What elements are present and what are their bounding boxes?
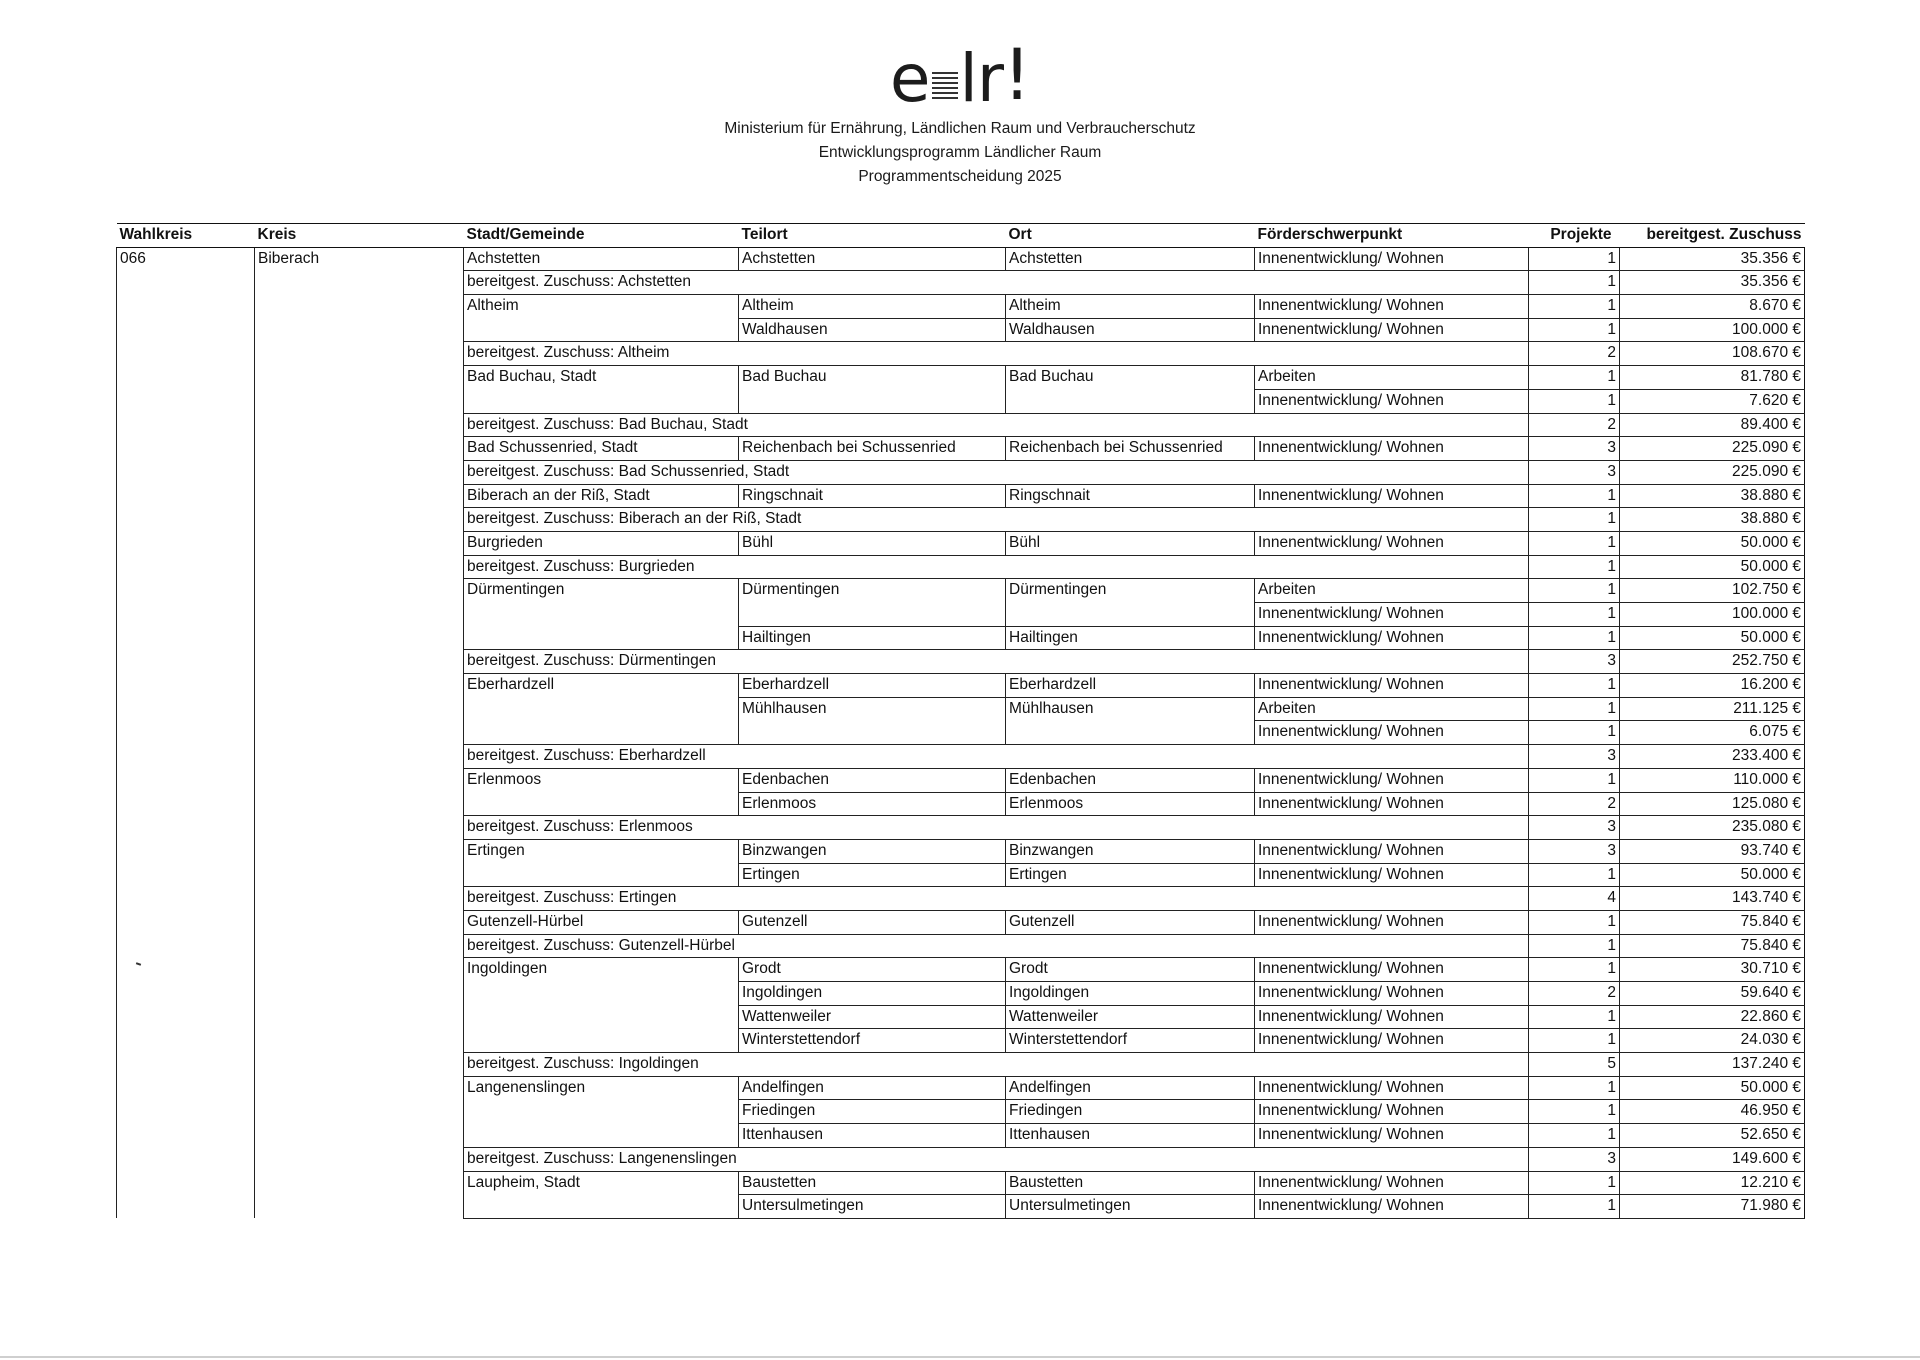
projekte-cell: 1 bbox=[1529, 389, 1620, 413]
projekte-cell: 1 bbox=[1529, 958, 1620, 982]
subtotal-projekte: 2 bbox=[1529, 413, 1620, 437]
zuschuss-cell: 100.000 € bbox=[1620, 603, 1805, 627]
subtotal-projekte: 3 bbox=[1529, 460, 1620, 484]
foerderschwerpunkt-cell: Innenentwicklung/ Wohnen bbox=[1255, 295, 1529, 319]
ort-cell: Untersulmetingen bbox=[1006, 1195, 1255, 1219]
teilort-cell: Altheim bbox=[739, 295, 1006, 319]
zuschuss-cell: 50.000 € bbox=[1620, 1076, 1805, 1100]
projekte-cell: 1 bbox=[1529, 1076, 1620, 1100]
foerderschwerpunkt-cell: Innenentwicklung/ Wohnen bbox=[1255, 389, 1529, 413]
teilort-cell: Baustetten bbox=[739, 1171, 1006, 1195]
teilort-cell: Bad Buchau bbox=[739, 366, 1006, 413]
gemeinde-cell: Erlenmoos bbox=[464, 768, 739, 815]
teilort-cell: Reichenbach bei Schussenried bbox=[739, 437, 1006, 461]
ort-cell: Ertingen bbox=[1006, 863, 1255, 887]
subtotal-label: bereitgest. Zuschuss: Langenenslingen bbox=[464, 1147, 1529, 1171]
ort-cell: Ingoldingen bbox=[1006, 982, 1255, 1006]
gemeinde-cell: Ertingen bbox=[464, 839, 739, 886]
foerderschwerpunkt-cell: Innenentwicklung/ Wohnen bbox=[1255, 839, 1529, 863]
zuschuss-cell: 125.080 € bbox=[1620, 792, 1805, 816]
projekte-cell: 1 bbox=[1529, 1005, 1620, 1029]
ort-cell: Achstetten bbox=[1006, 247, 1255, 271]
subtotal-projekte: 1 bbox=[1529, 271, 1620, 295]
column-header-ort: Ort bbox=[1006, 224, 1255, 248]
gemeinde-cell: Achstetten bbox=[464, 247, 739, 271]
foerderschwerpunkt-cell: Innenentwicklung/ Wohnen bbox=[1255, 768, 1529, 792]
projekte-cell: 1 bbox=[1529, 1124, 1620, 1148]
subtotal-zuschuss: 137.240 € bbox=[1620, 1053, 1805, 1077]
foerderschwerpunkt-cell: Innenentwicklung/ Wohnen bbox=[1255, 863, 1529, 887]
teilort-cell: Untersulmetingen bbox=[739, 1195, 1006, 1219]
program-name: Entwicklungsprogramm Ländlicher Raum bbox=[818, 144, 1102, 161]
foerderschwerpunkt-cell: Innenentwicklung/ Wohnen bbox=[1255, 1076, 1529, 1100]
gemeinde-cell: Burgrieden bbox=[464, 531, 739, 555]
subtotal-zuschuss: 38.880 € bbox=[1620, 508, 1805, 532]
zuschuss-cell: 110.000 € bbox=[1620, 768, 1805, 792]
gemeinde-cell: Bad Buchau, Stadt bbox=[464, 366, 739, 413]
projekte-cell: 1 bbox=[1529, 674, 1620, 698]
subtotal-zuschuss: 233.400 € bbox=[1620, 745, 1805, 769]
foerderschwerpunkt-cell: Innenentwicklung/ Wohnen bbox=[1255, 603, 1529, 627]
subtotal-zuschuss: 149.600 € bbox=[1620, 1147, 1805, 1171]
teilort-cell: Ertingen bbox=[739, 863, 1006, 887]
teilort-cell: Mühlhausen bbox=[739, 697, 1006, 744]
zuschuss-cell: 8.670 € bbox=[1620, 295, 1805, 319]
zuschuss-cell: 81.780 € bbox=[1620, 366, 1805, 390]
subtotal-zuschuss: 108.670 € bbox=[1620, 342, 1805, 366]
gemeinde-cell: Gutenzell-Hürbel bbox=[464, 910, 739, 934]
zuschuss-cell: 7.620 € bbox=[1620, 389, 1805, 413]
teilort-cell: Binzwangen bbox=[739, 839, 1006, 863]
teilort-cell: Achstetten bbox=[739, 247, 1006, 271]
subtotal-projekte: 3 bbox=[1529, 1147, 1620, 1171]
projekte-cell: 3 bbox=[1529, 839, 1620, 863]
projekte-cell: 1 bbox=[1529, 531, 1620, 555]
projekte-cell: 1 bbox=[1529, 768, 1620, 792]
logo-letters-lr: lr bbox=[959, 40, 1004, 117]
ort-cell: Eberhardzell bbox=[1006, 674, 1255, 698]
foerderschwerpunkt-cell: Innenentwicklung/ Wohnen bbox=[1255, 626, 1529, 650]
teilort-cell: Wattenweiler bbox=[739, 1005, 1006, 1029]
foerderschwerpunkt-cell: Innenentwicklung/ Wohnen bbox=[1255, 1124, 1529, 1148]
projekte-cell: 1 bbox=[1529, 626, 1620, 650]
zuschuss-cell: 35.356 € bbox=[1620, 247, 1805, 271]
foerderschwerpunkt-cell: Innenentwicklung/ Wohnen bbox=[1255, 910, 1529, 934]
zuschuss-cell: 52.650 € bbox=[1620, 1124, 1805, 1148]
ort-cell: Altheim bbox=[1006, 295, 1255, 319]
ministry-logo bbox=[0, 34, 1920, 118]
subtotal-zuschuss: 225.090 € bbox=[1620, 460, 1805, 484]
projekte-cell: 2 bbox=[1529, 982, 1620, 1006]
zuschuss-cell: 93.740 € bbox=[1620, 839, 1805, 863]
kreis-cell: Biberach bbox=[255, 247, 464, 1218]
subtotal-zuschuss: 235.080 € bbox=[1620, 816, 1805, 840]
subtotal-zuschuss: 252.750 € bbox=[1620, 650, 1805, 674]
ort-cell: Ringschnait bbox=[1006, 484, 1255, 508]
subtotal-projekte: 5 bbox=[1529, 1053, 1620, 1077]
teilort-cell: Waldhausen bbox=[739, 318, 1006, 342]
ort-cell: Baustetten bbox=[1006, 1171, 1255, 1195]
wahlkreis-cell: 066 bbox=[117, 247, 255, 1218]
teilort-cell: Ingoldingen bbox=[739, 982, 1006, 1006]
subtotal-label: bereitgest. Zuschuss: Gutenzell-Hürbel bbox=[464, 934, 1529, 958]
subtotal-label: bereitgest. Zuschuss: Biberach an der Riß, Stadt bbox=[464, 508, 1529, 532]
table-row bbox=[117, 247, 1805, 271]
subtotal-label: bereitgest. Zuschuss: Bad Schussenried, Stadt bbox=[464, 460, 1529, 484]
subtotal-projekte: 4 bbox=[1529, 887, 1620, 911]
zuschuss-cell: 75.840 € bbox=[1620, 910, 1805, 934]
foerderschwerpunkt-cell: Innenentwicklung/ Wohnen bbox=[1255, 721, 1529, 745]
teilort-cell: Andelfingen bbox=[739, 1076, 1006, 1100]
subtotal-zuschuss: 89.400 € bbox=[1620, 413, 1805, 437]
zuschuss-cell: 22.860 € bbox=[1620, 1005, 1805, 1029]
teilort-cell: Friedingen bbox=[739, 1100, 1006, 1124]
subtotal-projekte: 3 bbox=[1529, 745, 1620, 769]
column-header-projekte: Projekte bbox=[1529, 224, 1620, 248]
teilort-cell: Erlenmoos bbox=[739, 792, 1006, 816]
zuschuss-cell: 100.000 € bbox=[1620, 318, 1805, 342]
ort-cell: Dürmentingen bbox=[1006, 579, 1255, 626]
projekte-cell: 1 bbox=[1529, 863, 1620, 887]
ort-cell: Andelfingen bbox=[1006, 1076, 1255, 1100]
zuschuss-cell: 12.210 € bbox=[1620, 1171, 1805, 1195]
subtotal-projekte: 1 bbox=[1529, 555, 1620, 579]
subtotal-label: bereitgest. Zuschuss: Bad Buchau, Stadt bbox=[464, 413, 1529, 437]
table-body bbox=[117, 247, 1805, 1218]
foerderschwerpunkt-cell: Innenentwicklung/ Wohnen bbox=[1255, 437, 1529, 461]
projekte-cell: 2 bbox=[1529, 792, 1620, 816]
ort-cell: Erlenmoos bbox=[1006, 792, 1255, 816]
ort-cell: Reichenbach bei Schussenried bbox=[1006, 437, 1255, 461]
projekte-cell: 1 bbox=[1529, 603, 1620, 627]
projekte-cell: 3 bbox=[1529, 437, 1620, 461]
foerderschwerpunkt-cell: Innenentwicklung/ Wohnen bbox=[1255, 674, 1529, 698]
foerderschwerpunkt-cell: Innenentwicklung/ Wohnen bbox=[1255, 1029, 1529, 1053]
subtotal-zuschuss: 143.740 € bbox=[1620, 887, 1805, 911]
projekte-cell: 1 bbox=[1529, 1195, 1620, 1219]
logo-letter-e: e bbox=[889, 40, 930, 117]
subtotal-label: bereitgest. Zuschuss: Achstetten bbox=[464, 271, 1529, 295]
zuschuss-cell: 71.980 € bbox=[1620, 1195, 1805, 1219]
teilort-cell: Winterstettendorf bbox=[739, 1029, 1006, 1053]
foerderschwerpunkt-cell: Innenentwicklung/ Wohnen bbox=[1255, 792, 1529, 816]
zuschuss-cell: 225.090 € bbox=[1620, 437, 1805, 461]
ministry-name: Ministerium für Ernährung, Ländlichen Raum und Verbraucherschutz bbox=[724, 120, 1196, 137]
stripes-logo-icon bbox=[932, 72, 958, 102]
teilort-cell: Dürmentingen bbox=[739, 579, 1006, 626]
foerderschwerpunkt-cell: Innenentwicklung/ Wohnen bbox=[1255, 318, 1529, 342]
projekte-cell: 1 bbox=[1529, 579, 1620, 603]
column-header-teilort: Teilort bbox=[739, 224, 1006, 248]
projekte-cell: 1 bbox=[1529, 1029, 1620, 1053]
foerderschwerpunkt-cell: Innenentwicklung/ Wohnen bbox=[1255, 1171, 1529, 1195]
zuschuss-cell: 46.950 € bbox=[1620, 1100, 1805, 1124]
foerderschwerpunkt-cell: Innenentwicklung/ Wohnen bbox=[1255, 247, 1529, 271]
ort-cell: Hailtingen bbox=[1006, 626, 1255, 650]
subtotal-label: bereitgest. Zuschuss: Ingoldingen bbox=[464, 1053, 1529, 1077]
subtotal-projekte: 3 bbox=[1529, 650, 1620, 674]
zuschuss-cell: 59.640 € bbox=[1620, 982, 1805, 1006]
subtotal-zuschuss: 75.840 € bbox=[1620, 934, 1805, 958]
projekte-cell: 1 bbox=[1529, 910, 1620, 934]
teilort-cell: Edenbachen bbox=[739, 768, 1006, 792]
projekte-cell: 1 bbox=[1529, 721, 1620, 745]
gemeinde-cell: Bad Schussenried, Stadt bbox=[464, 437, 739, 461]
zuschuss-cell: 30.710 € bbox=[1620, 958, 1805, 982]
ort-cell: Winterstettendorf bbox=[1006, 1029, 1255, 1053]
projekte-cell: 1 bbox=[1529, 295, 1620, 319]
gemeinde-cell: Altheim bbox=[464, 295, 739, 342]
zuschuss-cell: 102.750 € bbox=[1620, 579, 1805, 603]
zuschuss-cell: 50.000 € bbox=[1620, 863, 1805, 887]
subtotal-label: bereitgest. Zuschuss: Burgrieden bbox=[464, 555, 1529, 579]
projekte-cell: 1 bbox=[1529, 247, 1620, 271]
page-bottom-edge bbox=[0, 1356, 1920, 1358]
foerderschwerpunkt-cell: Innenentwicklung/ Wohnen bbox=[1255, 1005, 1529, 1029]
zuschuss-cell: 24.030 € bbox=[1620, 1029, 1805, 1053]
subtotal-label: bereitgest. Zuschuss: Altheim bbox=[464, 342, 1529, 366]
projekte-cell: 1 bbox=[1529, 484, 1620, 508]
ort-cell: Mühlhausen bbox=[1006, 697, 1255, 744]
gemeinde-cell: Langenenslingen bbox=[464, 1076, 739, 1147]
teilort-cell: Ringschnait bbox=[739, 484, 1006, 508]
projekte-cell: 1 bbox=[1529, 318, 1620, 342]
document-header bbox=[0, 117, 1920, 189]
column-header-foerderschwerpunkt: Förderschwerpunkt bbox=[1255, 224, 1529, 248]
zuschuss-cell: 16.200 € bbox=[1620, 674, 1805, 698]
ort-cell: Bad Buchau bbox=[1006, 366, 1255, 413]
foerderschwerpunkt-cell: Arbeiten bbox=[1255, 579, 1529, 603]
column-header-zuschuss: bereitgest. Zuschuss bbox=[1620, 224, 1805, 248]
zuschuss-cell: 211.125 € bbox=[1620, 697, 1805, 721]
column-header-kreis: Kreis bbox=[255, 224, 464, 248]
table-header-row bbox=[117, 224, 1805, 248]
subtotal-projekte: 1 bbox=[1529, 934, 1620, 958]
funding-table bbox=[116, 223, 1805, 1219]
subtotal-label: bereitgest. Zuschuss: Ertingen bbox=[464, 887, 1529, 911]
zuschuss-cell: 50.000 € bbox=[1620, 531, 1805, 555]
teilort-cell: Gutenzell bbox=[739, 910, 1006, 934]
subtotal-projekte: 2 bbox=[1529, 342, 1620, 366]
subtotal-zuschuss: 35.356 € bbox=[1620, 271, 1805, 295]
decision-title: Programmentscheidung 2025 bbox=[858, 168, 1062, 185]
gemeinde-cell: Laupheim, Stadt bbox=[464, 1171, 739, 1218]
projekte-cell: 1 bbox=[1529, 366, 1620, 390]
gemeinde-cell: Ingoldingen bbox=[464, 958, 739, 1053]
ort-cell: Ittenhausen bbox=[1006, 1124, 1255, 1148]
ort-cell: Bühl bbox=[1006, 531, 1255, 555]
gemeinde-cell: Biberach an der Riß, Stadt bbox=[464, 484, 739, 508]
foerderschwerpunkt-cell: Innenentwicklung/ Wohnen bbox=[1255, 958, 1529, 982]
teilort-cell: Grodt bbox=[739, 958, 1006, 982]
subtotal-label: bereitgest. Zuschuss: Eberhardzell bbox=[464, 745, 1529, 769]
projekte-cell: 1 bbox=[1529, 697, 1620, 721]
zuschuss-cell: 6.075 € bbox=[1620, 721, 1805, 745]
gemeinde-cell: Eberhardzell bbox=[464, 674, 739, 745]
teilort-cell: Hailtingen bbox=[739, 626, 1006, 650]
teilort-cell: Eberhardzell bbox=[739, 674, 1006, 698]
gemeinde-cell: Dürmentingen bbox=[464, 579, 739, 650]
foerderschwerpunkt-cell: Innenentwicklung/ Wohnen bbox=[1255, 982, 1529, 1006]
subtotal-projekte: 1 bbox=[1529, 508, 1620, 532]
teilort-cell: Ittenhausen bbox=[739, 1124, 1006, 1148]
subtotal-zuschuss: 50.000 € bbox=[1620, 555, 1805, 579]
subtotal-projekte: 3 bbox=[1529, 816, 1620, 840]
zuschuss-cell: 38.880 € bbox=[1620, 484, 1805, 508]
ort-cell: Friedingen bbox=[1006, 1100, 1255, 1124]
projekte-cell: 1 bbox=[1529, 1171, 1620, 1195]
ort-cell: Gutenzell bbox=[1006, 910, 1255, 934]
foerderschwerpunkt-cell: Arbeiten bbox=[1255, 366, 1529, 390]
ort-cell: Waldhausen bbox=[1006, 318, 1255, 342]
foerderschwerpunkt-cell: Innenentwicklung/ Wohnen bbox=[1255, 1100, 1529, 1124]
subtotal-label: bereitgest. Zuschuss: Erlenmoos bbox=[464, 816, 1529, 840]
subtotal-label: bereitgest. Zuschuss: Dürmentingen bbox=[464, 650, 1529, 674]
zuschuss-cell: 50.000 € bbox=[1620, 626, 1805, 650]
ort-cell: Wattenweiler bbox=[1006, 1005, 1255, 1029]
logo-exclamation: ! bbox=[1003, 34, 1031, 116]
ort-cell: Grodt bbox=[1006, 958, 1255, 982]
ort-cell: Binzwangen bbox=[1006, 839, 1255, 863]
foerderschwerpunkt-cell: Innenentwicklung/ Wohnen bbox=[1255, 1195, 1529, 1219]
column-header-gemeinde: Stadt/Gemeinde bbox=[464, 224, 739, 248]
foerderschwerpunkt-cell: Innenentwicklung/ Wohnen bbox=[1255, 484, 1529, 508]
foerderschwerpunkt-cell: Arbeiten bbox=[1255, 697, 1529, 721]
ort-cell: Edenbachen bbox=[1006, 768, 1255, 792]
teilort-cell: Bühl bbox=[739, 531, 1006, 555]
column-header-wahlkreis: Wahlkreis bbox=[117, 224, 255, 248]
foerderschwerpunkt-cell: Innenentwicklung/ Wohnen bbox=[1255, 531, 1529, 555]
projekte-cell: 1 bbox=[1529, 1100, 1620, 1124]
